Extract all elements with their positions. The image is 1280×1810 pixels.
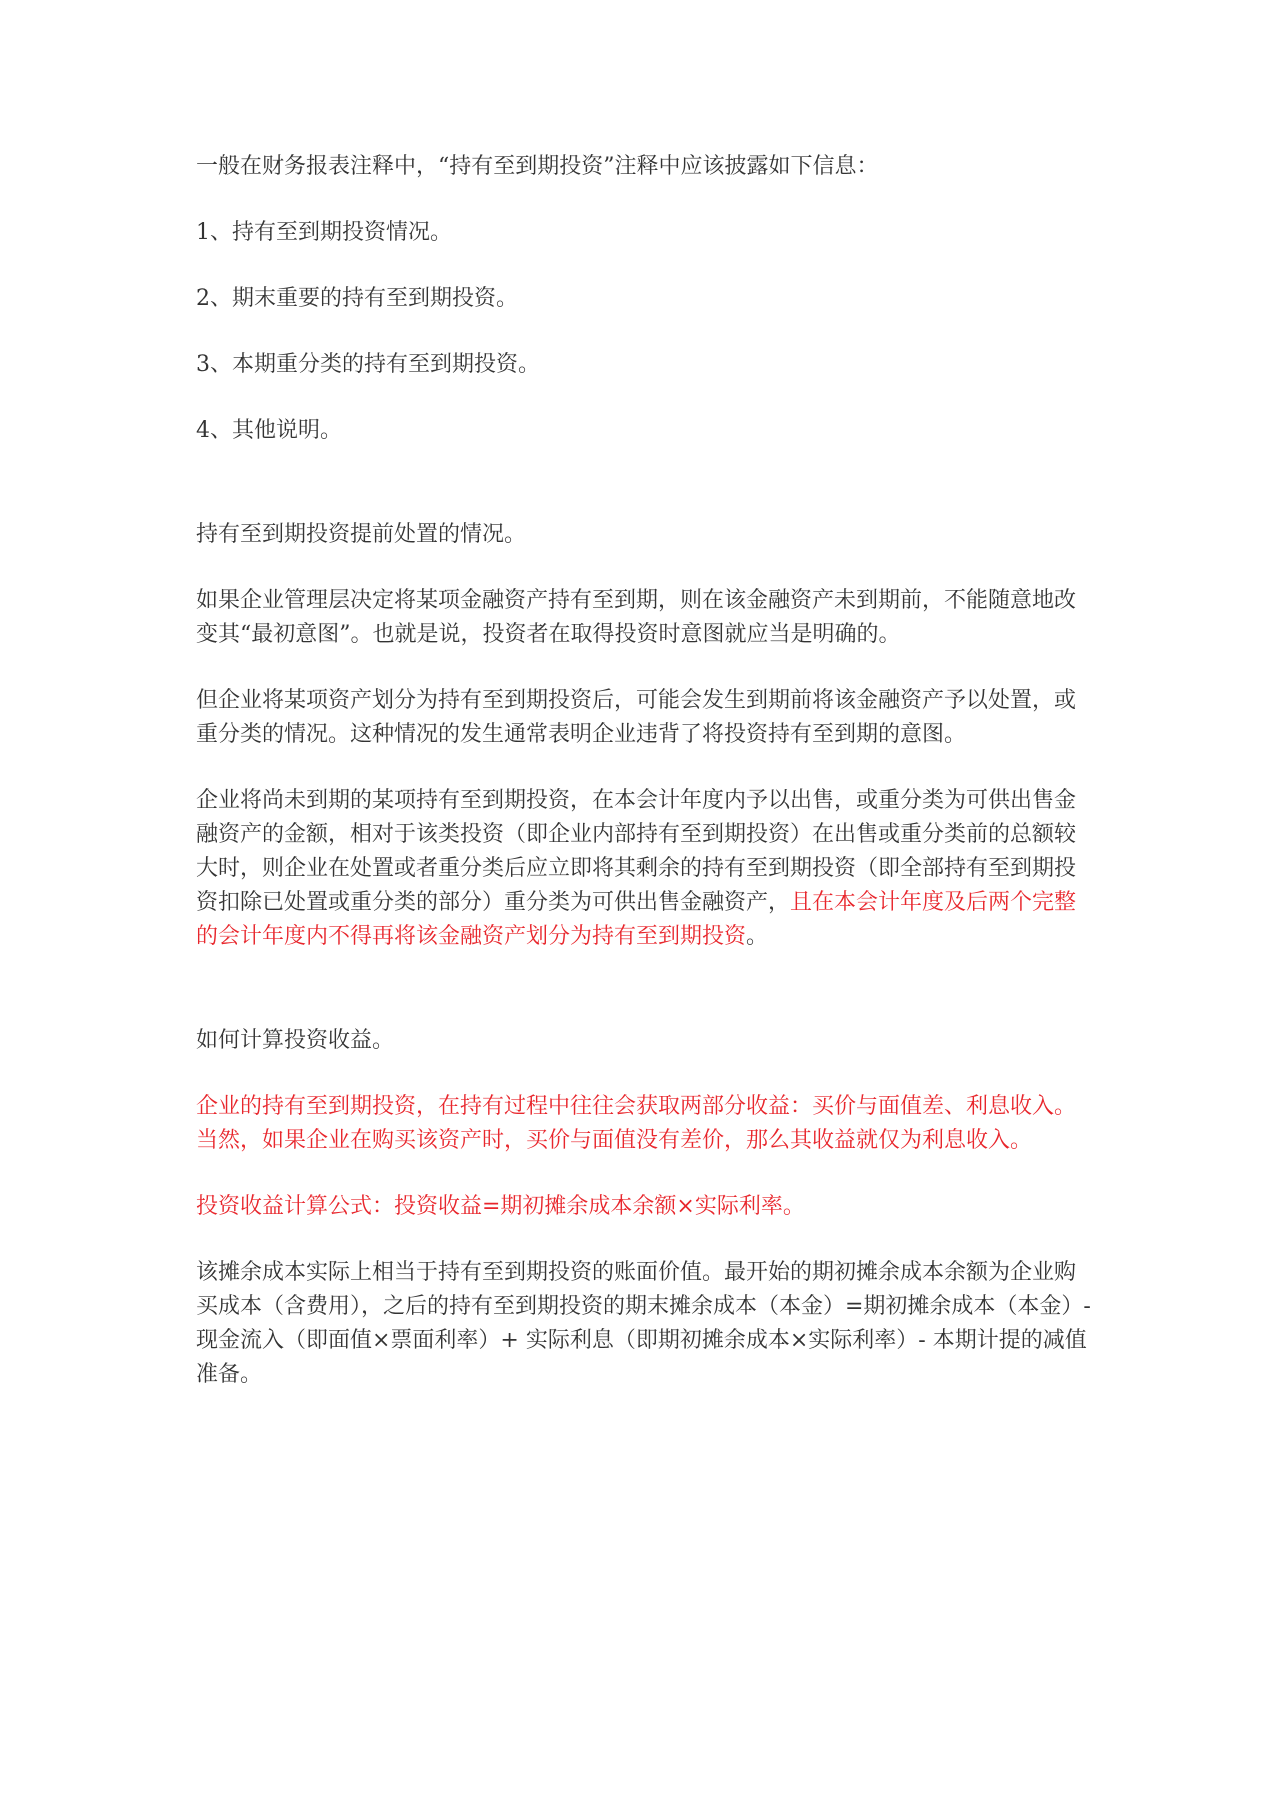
disposal-rule-text: 企业将尚未到期的某项持有至到期投资，在本会计年度内予以出售，或重分类为可供出售金融资产的金额，相对于该类投资（即企业内部持有至到期投资）在出售或重分类前的总额较大时，则企业在处置或者重分类后应立即将其剩余的持有至到期投资（即全部持有至到期投资扣除已处置或重分类的部分）重分类为可供出售金融资产，	[196, 788, 1077, 915]
paragraph-income-sources: 企业的持有至到期投资，在持有过程中往往会获取两部分收益：买价与面值差、利息收入。当然，如果企业在购买该资产时，买价与面值没有差价，那么其收益就仅为利息收入。	[196, 1094, 1077, 1153]
disposal-rule-highlight: 且在本会计年度及后两个完整的会计年度内不得再将该金融资产划分为持有至到期投资	[196, 890, 1077, 949]
list-item: 1、持有至到期投资情况。	[196, 220, 452, 245]
list-item: 3、本期重分类的持有至到期投资。	[196, 352, 540, 377]
paragraph-reclassification: 但企业将某项资产划分为持有至到期投资后，可能会发生到期前将该金融资产予以处置，或重分类的情况。这种情况的发生通常表明企业违背了将投资持有至到期的意图。	[196, 688, 1077, 747]
paragraph-income-formula: 投资收益计算公式：投资收益=期初摊余成本余额×实际利率。	[196, 1194, 805, 1219]
document-body	[196, 150, 1096, 1392]
intro-paragraph: 一般在财务报表注释中，“持有至到期投资”注释中应该披露如下信息：	[196, 154, 879, 179]
section-heading-early-disposal: 持有至到期投资提前处置的情况。	[196, 522, 527, 547]
list-item: 2、期末重要的持有至到期投资。	[196, 286, 518, 311]
disposal-rule-end: 。	[746, 924, 769, 949]
section-heading-investment-income: 如何计算投资收益。	[196, 1028, 395, 1053]
paragraph-disposal-rule	[196, 784, 1096, 954]
paragraph-amortized-cost: 该摊余成本实际上相当于持有至到期投资的账面价值。最开始的期初摊余成本余额为企业购买成本（含费用），之后的持有至到期投资的期末摊余成本（本金）=期初摊余成本（本金）- 现金流入（即面值×票面利率）+ 实际利息（即期初摊余成本×实际利率）- 本期计提的减值准备。	[196, 1260, 1091, 1387]
list-item: 4、其他说明。	[196, 418, 342, 443]
paragraph-initial-intent: 如果企业管理层决定将某项金融资产持有至到期，则在该金融资产未到期前，不能随意地改变其“最初意图”。也就是说，投资者在取得投资时意图就应当是明确的。	[196, 588, 1077, 647]
